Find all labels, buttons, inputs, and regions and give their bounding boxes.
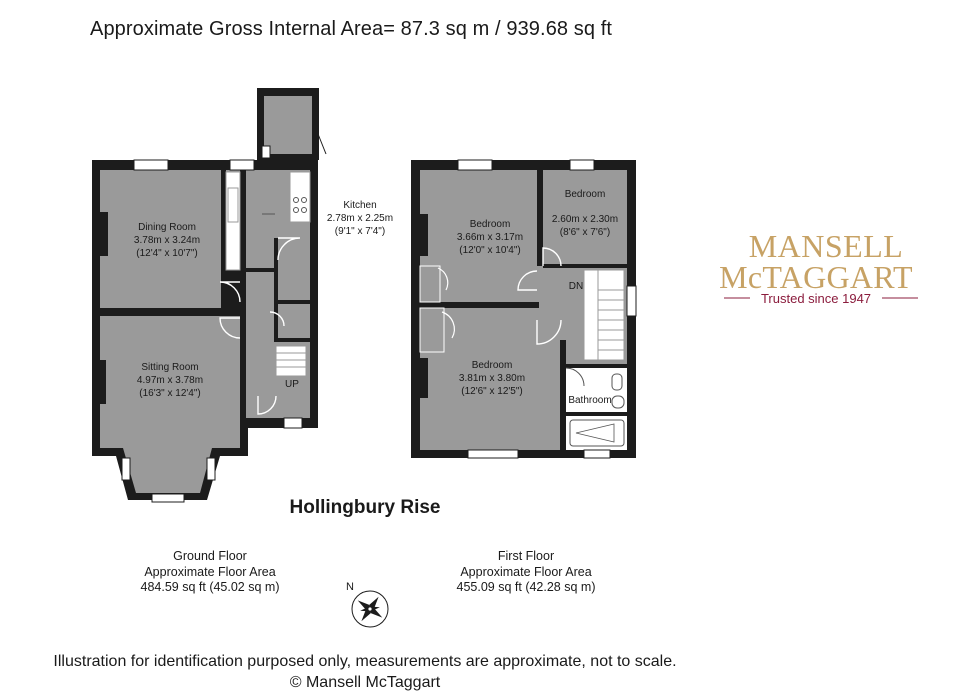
window: [284, 418, 302, 428]
bedroom-2-metric: 2.60m x 2.30m: [551, 214, 619, 225]
chimney-breast: [420, 358, 428, 398]
wall: [100, 308, 241, 316]
wall: [274, 300, 310, 304]
street-name: Hollingbury Rise: [289, 497, 441, 518]
gross-area-title: Approximate Gross Internal Area= 87.3 sq m / 939.68 sq ft: [90, 18, 613, 40]
chimney-breast: [100, 212, 108, 256]
chimney-breast: [420, 214, 428, 256]
bath-icon: [570, 420, 624, 446]
first-floor-area-title: Approximate Floor Area: [460, 564, 592, 579]
toilet-icon: [612, 374, 622, 390]
sitting-room-metric: 4.97m x 3.78m: [136, 375, 204, 386]
first-floor-area: 455.09 sq ft (42.28 sq m): [456, 580, 596, 594]
window: [570, 160, 594, 170]
bedroom-1-name: Bedroom: [469, 219, 511, 230]
window: [468, 450, 518, 458]
bedroom-1-imperial: (12'0" x 10'4"): [459, 245, 521, 256]
ground-floor-area: 484.59 sq ft (45.02 sq m): [140, 580, 280, 594]
compass-north-label: N: [346, 581, 354, 593]
kitchen-name: Kitchen: [343, 200, 377, 211]
window: [122, 458, 130, 480]
disclaimer-line: Illustration for identification purposed only, measurements are approximate, not to scale.: [53, 653, 677, 670]
brand-tagline: Trusted since 1947: [760, 291, 872, 306]
window: [262, 146, 270, 158]
bedroom-1-metric: 3.66m x 3.17m: [456, 232, 524, 243]
ground-floor-area-block: [120, 549, 300, 596]
first-floor-label: First Floor: [497, 549, 555, 563]
window: [627, 286, 636, 316]
stairs-down-label: DN: [568, 281, 584, 292]
window: [230, 160, 254, 170]
wall: [420, 302, 539, 308]
window: [458, 160, 492, 170]
cupboard-floor: [276, 300, 310, 340]
wall: [560, 340, 566, 450]
wall: [537, 170, 543, 266]
wall: [240, 170, 246, 448]
brand-logo: [719, 228, 918, 306]
ground-floor-plan: [92, 88, 326, 502]
dining-room-metric: 3.78m x 3.24m: [133, 235, 201, 246]
hob-counter: [290, 172, 310, 222]
kitchen-metric: 2.78m x 2.25m: [326, 213, 394, 224]
outbuilding-floor: [264, 96, 312, 154]
sitting-room-imperial: (16'3" x 12'4"): [139, 388, 201, 399]
window: [207, 458, 215, 480]
wall: [560, 364, 627, 368]
wall: [274, 238, 278, 340]
wardrobe: [420, 266, 440, 302]
ground-floor-area-title: Approximate Floor Area: [144, 564, 276, 579]
brand-name-line1: MANSELL: [748, 228, 904, 264]
bathroom-name: Bathroom: [568, 395, 612, 406]
brand-name-line2: McTAGGART: [719, 259, 913, 295]
stairs-down: [584, 270, 624, 360]
first-floor-area-block: [426, 549, 626, 596]
dining-room-imperial: (12'4" x 10'7"): [136, 248, 198, 259]
kitchen-imperial: (9'1" x 7'4"): [334, 226, 386, 237]
door-swing: [318, 134, 326, 154]
sitting-room-name: Sitting Room: [141, 362, 199, 373]
copyright-line: © Mansell McTaggart: [289, 674, 441, 691]
dining-room-name: Dining Room: [138, 222, 196, 233]
wall: [566, 412, 627, 416]
bedroom-2-imperial: (8'6" x 7'6"): [559, 227, 611, 238]
wall: [246, 268, 276, 272]
stairs-up: [276, 346, 306, 376]
bedroom-3-name: Bedroom: [471, 360, 513, 371]
bedroom-2-name: Bedroom: [564, 189, 606, 200]
bedroom-3-metric: 3.81m x 3.80m: [458, 373, 526, 384]
first-floor-plan: [411, 160, 636, 458]
stairs-up-label: UP: [285, 379, 299, 390]
wall: [543, 264, 627, 268]
disclaimer: [0, 651, 730, 693]
ground-floor-label: Ground Floor: [173, 549, 247, 563]
chimney-breast: [100, 360, 106, 404]
wardrobe: [420, 308, 444, 352]
window: [134, 160, 168, 170]
basin-icon: [612, 396, 624, 408]
wall: [274, 338, 310, 342]
window: [584, 450, 610, 458]
bedroom-3-imperial: (12'6" x 12'5"): [461, 386, 523, 397]
compass-rose-icon: [352, 591, 388, 627]
